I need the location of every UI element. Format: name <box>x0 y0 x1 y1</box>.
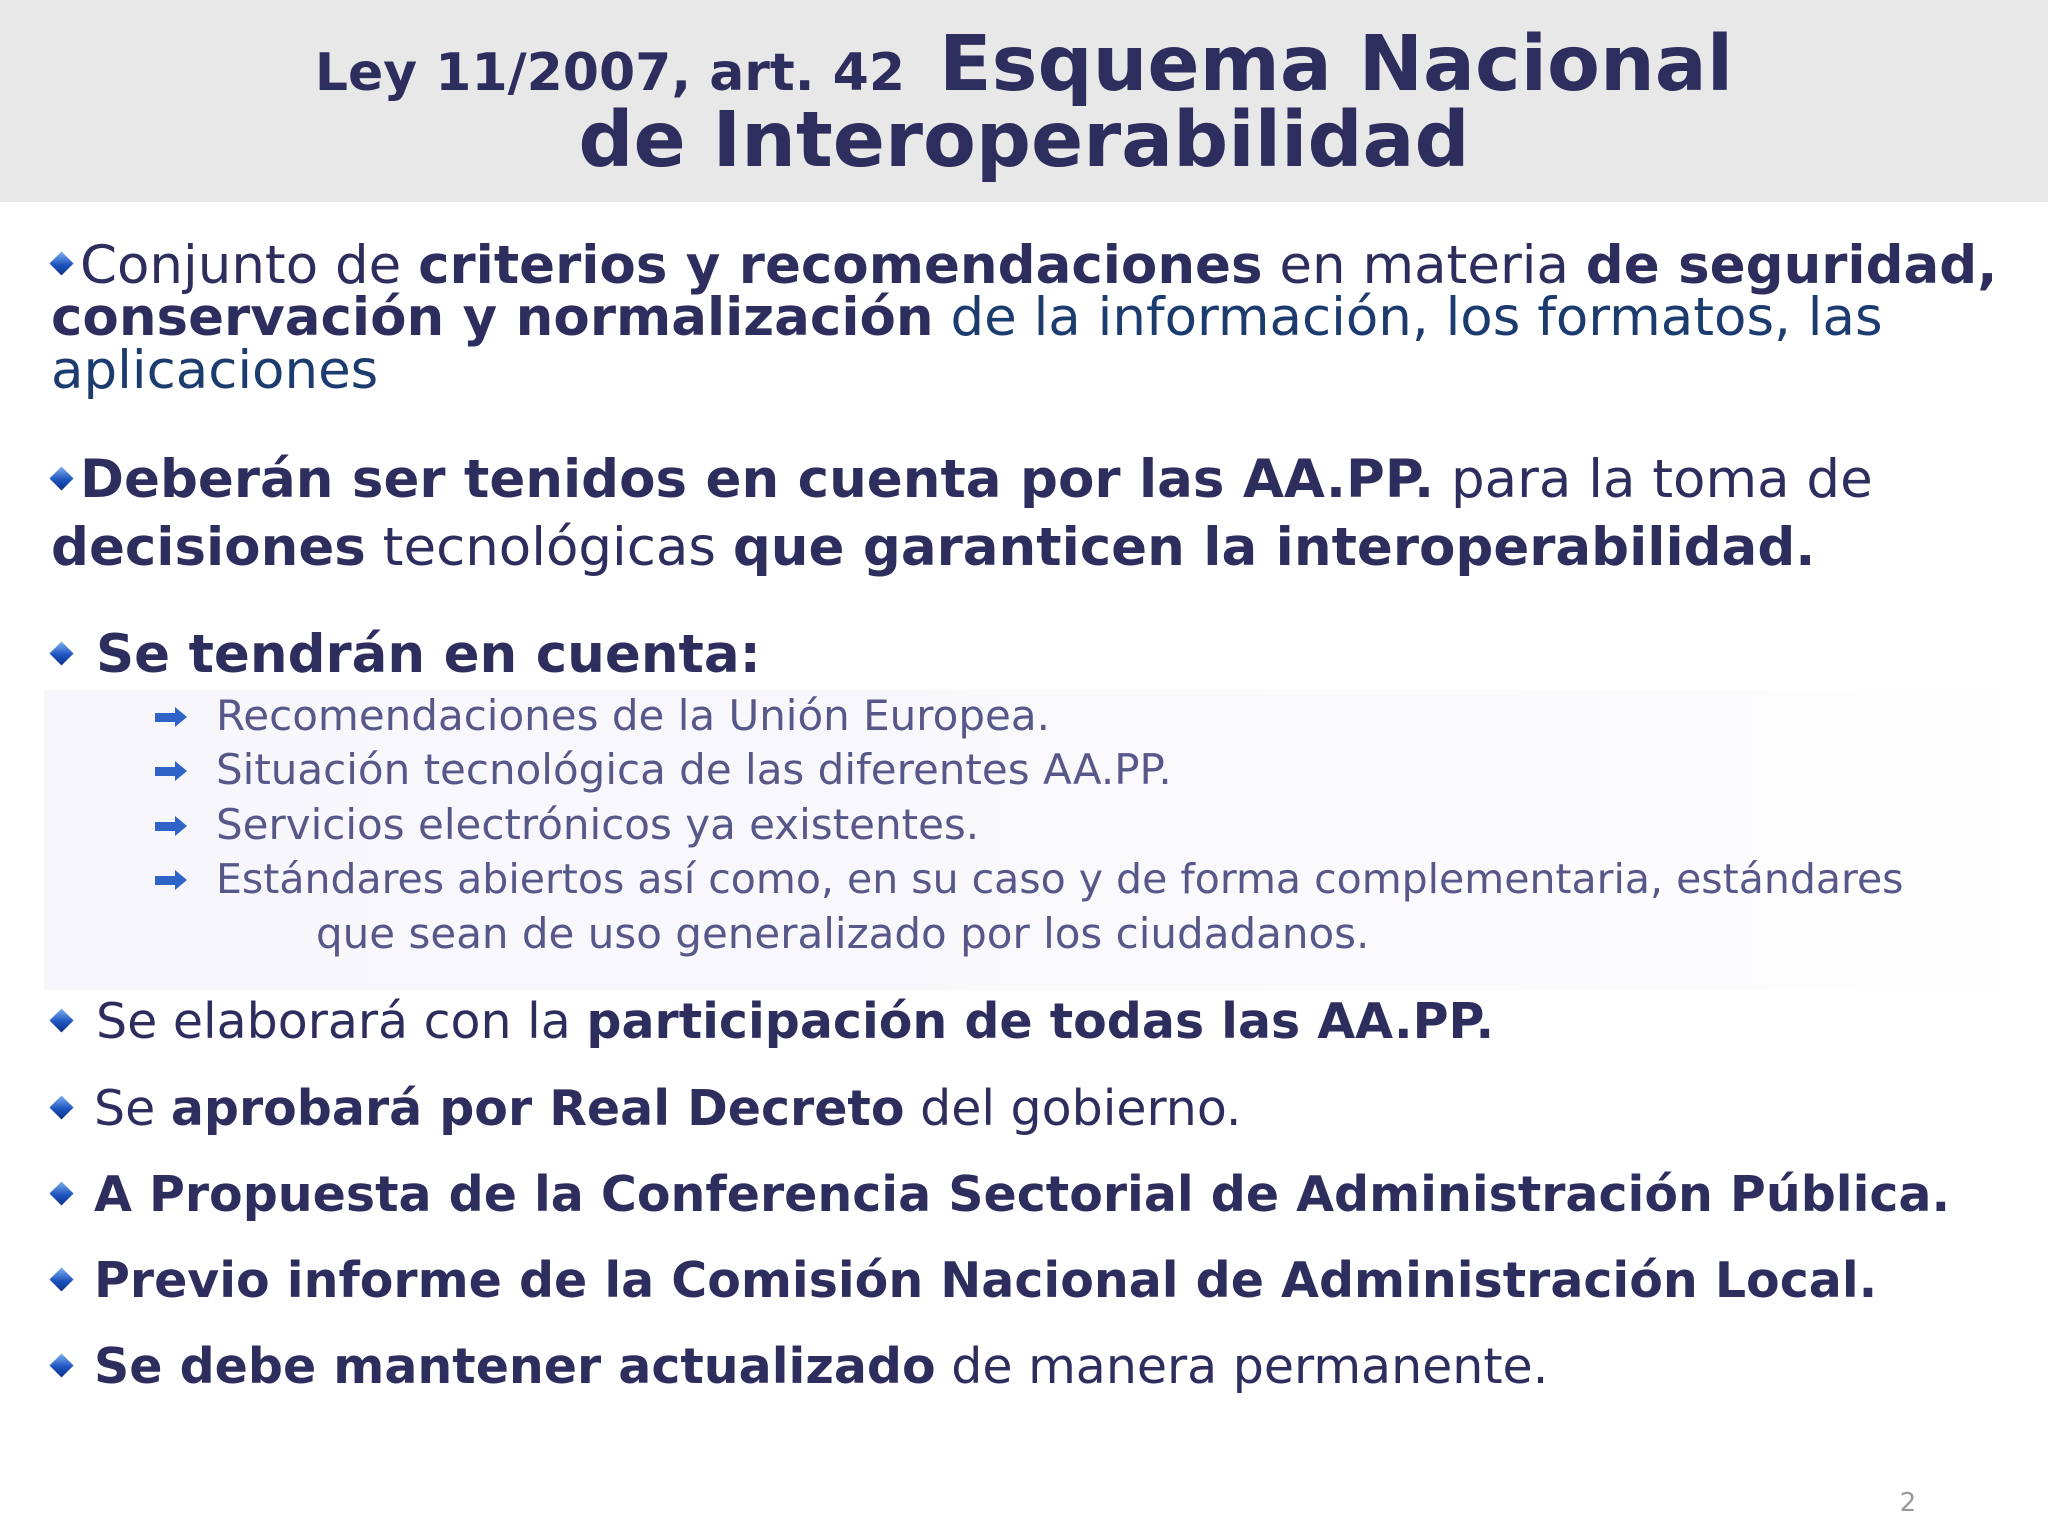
text-segment-bold: criterios y recomendaciones <box>418 235 1263 296</box>
sub-item-text: Estándares abiertos así como, en su caso y de forma complementaria, estándares <box>216 855 1904 903</box>
text-segment-bold: decisiones <box>51 517 366 578</box>
bullet-6-text <box>94 1165 1950 1225</box>
bullet-7-text <box>94 1251 1877 1311</box>
text-segment-bold: de seguridad, <box>1585 235 1998 296</box>
text-segment-bold: Deberán ser tenidos en cuenta por las AA.PP. <box>80 449 1435 510</box>
bullet-1-line-2 <box>51 288 1883 348</box>
arrow-right-icon <box>155 822 177 831</box>
text-segment: de manera permanente. <box>935 1338 1549 1395</box>
bullet-5-text <box>94 1079 1242 1139</box>
text-segment-bold: conservación y normalización <box>51 287 934 348</box>
text-segment-bold: Se tendrán en cuenta: <box>96 624 761 685</box>
arrow-right-icon <box>155 876 177 885</box>
bullet-4-text <box>96 992 1494 1052</box>
page-number: 2 <box>1899 1488 1917 1518</box>
bullet-8-text <box>94 1337 1548 1397</box>
arrow-right-icon <box>155 713 177 722</box>
bullet-diamond-icon <box>49 1008 73 1032</box>
title-main-part-1: Esquema Nacional <box>939 20 1734 109</box>
text-segment: tecnológicas <box>365 517 733 578</box>
arrow-right-icon <box>155 767 177 776</box>
bullet-2-line-2 <box>51 518 1815 578</box>
text-segment: para la toma de <box>1434 449 1873 510</box>
bullet-diamond-icon <box>49 641 73 665</box>
title-main-part-2: de Interoperabilidad <box>578 96 1470 185</box>
bullet-diamond-icon <box>49 251 73 275</box>
text-segment: Conjunto de <box>80 235 419 296</box>
bullet-3-line-1 <box>96 625 761 685</box>
sub-item-text: Servicios electrónicos ya existentes. <box>216 800 980 849</box>
text-segment-bold: Previo informe de la Comisión Nacional de Administración Local. <box>94 1252 1878 1309</box>
text-segment-bold: aprobará por Real Decreto <box>170 1080 905 1137</box>
sub-item-text: Situación tecnológica de las diferentes AA.PP. <box>216 745 1172 794</box>
text-segment-bold: que garanticen la interoperabilidad. <box>732 517 1816 578</box>
title-law-reference: Ley 11/2007, art. 42 <box>314 43 906 103</box>
slide-header <box>0 0 2048 202</box>
sub-item-text: Recomendaciones de la Unión Europea. <box>216 691 1050 740</box>
bullet-diamond-icon <box>49 466 73 490</box>
text-segment: Se elaborará con la <box>96 993 587 1050</box>
bullet-diamond-icon <box>49 1353 73 1377</box>
bullet-diamond-icon <box>49 1095 73 1119</box>
text-segment: del gobierno. <box>904 1080 1242 1137</box>
text-segment-bold: A Propuesta de la Conferencia Sectorial de Administración Pública. <box>94 1166 1951 1223</box>
bullet-2-line-1 <box>80 450 1873 510</box>
text-segment: Se <box>94 1080 171 1137</box>
text-segment-bold: participación de todas las AA.PP. <box>586 993 1495 1050</box>
bullet-diamond-icon <box>49 1267 73 1291</box>
bullet-1-line-3: aplicaciones <box>51 340 379 401</box>
sub-item-text: que sean de uso generalizado por los ciudadanos. <box>316 909 1370 958</box>
text-segment-bold: Se debe mantener actualizado <box>94 1338 936 1395</box>
text-segment: de la información, los formatos, las <box>933 287 1883 348</box>
bullet-diamond-icon <box>49 1181 73 1205</box>
text-segment: en materia <box>1262 235 1586 296</box>
